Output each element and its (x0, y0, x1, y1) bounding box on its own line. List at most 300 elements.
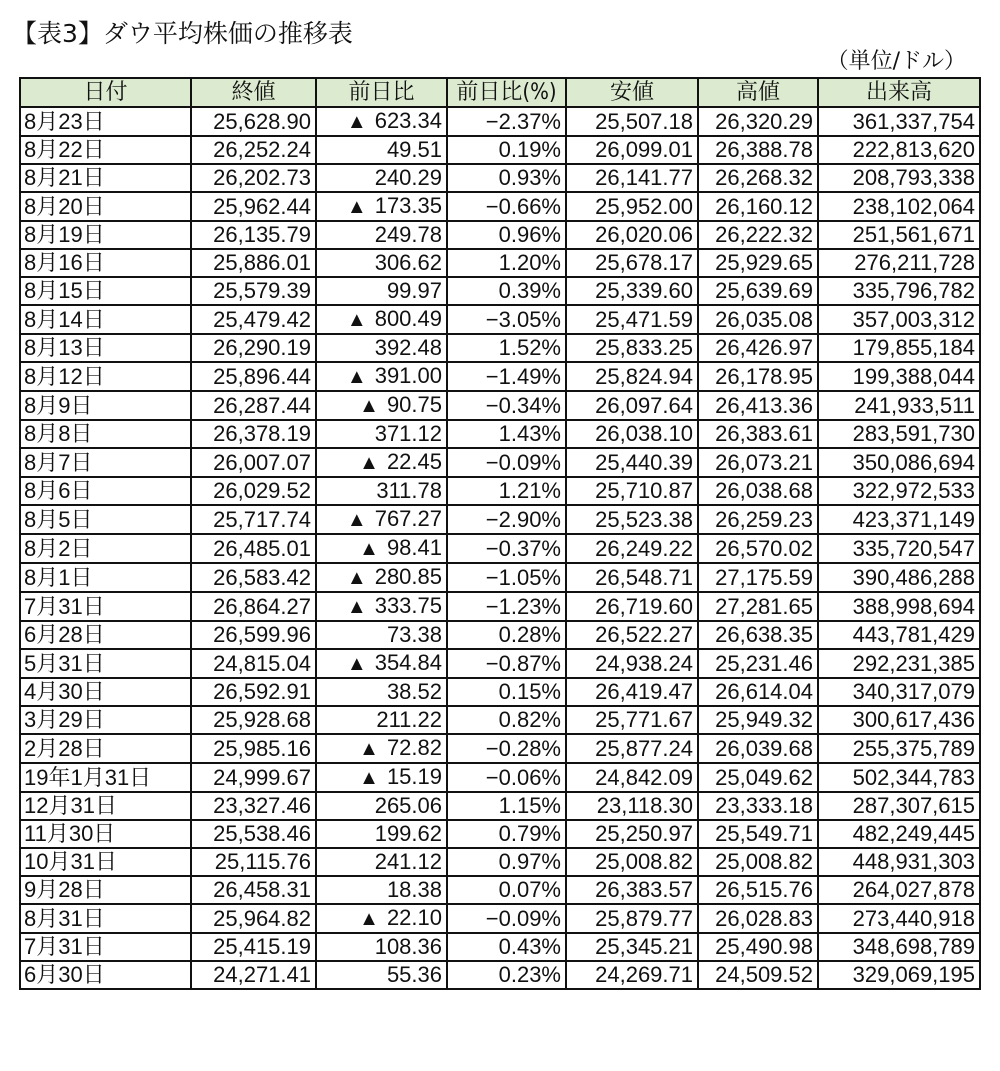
cell-high: 26,222.32 (698, 221, 818, 249)
cell-volume: 300,617,436 (818, 706, 980, 734)
cell-low: 25,440.39 (566, 448, 698, 477)
cell-low: 25,678.17 (566, 249, 698, 277)
cell-change-pct: −1.05% (447, 563, 566, 592)
cell-low: 26,097.64 (566, 391, 698, 420)
change-value: 280.85 (374, 564, 442, 589)
cell-volume: 348,698,789 (818, 933, 980, 961)
change-value: 173.35 (374, 193, 442, 218)
cell-high: 25,490.98 (698, 933, 818, 961)
change-value: 49.51 (386, 137, 442, 162)
cell-change-pct: 0.96% (447, 221, 566, 249)
cell-date: 8月8日 (20, 420, 191, 448)
cell-high: 26,614.04 (698, 678, 818, 706)
decline-triangle-icon: ▲ (359, 452, 379, 474)
decline-triangle-icon: ▲ (346, 509, 367, 531)
cell-change-pct: 1.52% (447, 334, 566, 362)
cell-change (316, 621, 447, 649)
cell-volume: 199,388,044 (818, 362, 980, 391)
cell-date: 8月22日 (20, 136, 191, 164)
cell-volume: 287,307,615 (818, 792, 980, 820)
cell-change-pct: −1.49% (447, 362, 566, 391)
cell-close: 24,999.67 (191, 763, 316, 792)
cell-change-pct: 0.43% (447, 933, 566, 961)
cell-change (316, 848, 447, 876)
cell-change (316, 192, 447, 221)
change-value: 265.06 (374, 793, 442, 818)
decline-triangle-icon: ▲ (346, 196, 367, 218)
cell-low: 25,339.60 (566, 277, 698, 305)
cell-high: 25,949.32 (698, 706, 818, 734)
cell-low: 25,824.94 (566, 362, 698, 391)
change-value: 55.36 (386, 962, 442, 987)
cell-date: 8月9日 (20, 391, 191, 420)
cell-date: 8月13日 (20, 334, 191, 362)
cell-change-pct: −0.28% (447, 734, 566, 763)
cell-close: 25,985.16 (191, 734, 316, 763)
cell-change-pct: 1.21% (447, 477, 566, 505)
cell-change (316, 334, 447, 362)
cell-high: 26,178.95 (698, 362, 818, 391)
cell-volume: 222,813,620 (818, 136, 980, 164)
cell-high: 25,231.46 (698, 649, 818, 678)
cell-date: 8月6日 (20, 477, 191, 505)
cell-volume: 238,102,064 (818, 192, 980, 221)
table-row (20, 563, 980, 592)
table-row (20, 848, 980, 876)
header-low: 安値 (566, 78, 698, 107)
change-value: 199.62 (374, 821, 442, 846)
change-value: 333.75 (374, 593, 442, 618)
change-value: 38.52 (386, 679, 442, 704)
cell-date: 5月31日 (20, 649, 191, 678)
cell-date: 7月31日 (20, 933, 191, 961)
cell-change-pct: 0.97% (447, 848, 566, 876)
cell-change (316, 563, 447, 592)
decline-triangle-icon: ▲ (359, 538, 379, 560)
table-row (20, 505, 980, 534)
table-title: 【表3】ダウ平均株価の推移表 (12, 19, 353, 48)
change-value: 72.82 (386, 735, 442, 760)
cell-change (316, 876, 447, 904)
change-value: 371.12 (374, 421, 442, 446)
cell-change (316, 792, 447, 820)
table-body (20, 107, 980, 989)
header-high: 高値 (698, 78, 818, 107)
cell-high: 25,639.69 (698, 277, 818, 305)
cell-change (316, 305, 447, 334)
cell-close: 26,290.19 (191, 334, 316, 362)
cell-low: 25,771.67 (566, 706, 698, 734)
cell-change-pct: 0.79% (447, 820, 566, 848)
cell-volume: 292,231,385 (818, 649, 980, 678)
cell-high: 26,259.23 (698, 505, 818, 534)
cell-close: 26,202.73 (191, 164, 316, 192)
cell-date: 19年1月31日 (20, 763, 191, 792)
cell-change (316, 164, 447, 192)
cell-volume: 276,211,728 (818, 249, 980, 277)
header-date: 日付 (20, 78, 191, 107)
change-value: 311.78 (376, 478, 442, 503)
cell-volume: 443,781,429 (818, 621, 980, 649)
decline-triangle-icon: ▲ (346, 366, 367, 388)
cell-change (316, 534, 447, 563)
cell-change (316, 136, 447, 164)
cell-date: 8月12日 (20, 362, 191, 391)
cell-close: 24,271.41 (191, 961, 316, 989)
cell-change (316, 763, 447, 792)
cell-change-pct: −0.09% (447, 448, 566, 477)
cell-change (316, 277, 447, 305)
table-row (20, 876, 980, 904)
cell-change-pct: −2.90% (447, 505, 566, 534)
decline-triangle-icon: ▲ (359, 738, 379, 760)
cell-high: 25,549.71 (698, 820, 818, 848)
cell-close: 26,583.42 (191, 563, 316, 592)
cell-date: 8月16日 (20, 249, 191, 277)
cell-change-pct: 0.93% (447, 164, 566, 192)
cell-date: 6月30日 (20, 961, 191, 989)
cell-high: 24,509.52 (698, 961, 818, 989)
cell-change (316, 904, 447, 933)
cell-low: 25,507.18 (566, 107, 698, 136)
cell-change-pct: 1.20% (447, 249, 566, 277)
cell-volume: 357,003,312 (818, 305, 980, 334)
cell-date: 12月31日 (20, 792, 191, 820)
cell-volume: 283,591,730 (818, 420, 980, 448)
table-row (20, 192, 980, 221)
cell-change (316, 477, 447, 505)
decline-triangle-icon: ▲ (346, 596, 367, 618)
cell-volume: 255,375,789 (818, 734, 980, 763)
table-row (20, 448, 980, 477)
cell-volume: 340,317,079 (818, 678, 980, 706)
cell-change (316, 448, 447, 477)
cell-close: 25,928.68 (191, 706, 316, 734)
change-value: 623.34 (374, 108, 442, 133)
cell-high: 26,383.61 (698, 420, 818, 448)
cell-volume: 251,561,671 (818, 221, 980, 249)
cell-volume: 361,337,754 (818, 107, 980, 136)
change-value: 211.22 (376, 707, 442, 732)
cell-change (316, 505, 447, 534)
change-value: 73.38 (386, 622, 442, 647)
cell-change-pct: 0.19% (447, 136, 566, 164)
table-row (20, 534, 980, 563)
cell-change-pct: 0.39% (447, 277, 566, 305)
change-value: 22.10 (386, 905, 442, 930)
change-value: 354.84 (374, 650, 442, 675)
cell-close: 23,327.46 (191, 792, 316, 820)
cell-high: 26,426.97 (698, 334, 818, 362)
cell-close: 25,538.46 (191, 820, 316, 848)
cell-change-pct: 1.15% (447, 792, 566, 820)
cell-date: 8月21日 (20, 164, 191, 192)
cell-change (316, 592, 447, 621)
cell-high: 26,388.78 (698, 136, 818, 164)
cell-change (316, 961, 447, 989)
cell-close: 26,592.91 (191, 678, 316, 706)
cell-low: 25,345.21 (566, 933, 698, 961)
table-row (20, 362, 980, 391)
change-value: 767.27 (374, 506, 442, 531)
cell-low: 24,269.71 (566, 961, 698, 989)
table-row (20, 107, 980, 136)
cell-change (316, 734, 447, 763)
header-change: 前日比 (316, 78, 447, 107)
table-row (20, 820, 980, 848)
cell-volume: 273,440,918 (818, 904, 980, 933)
cell-date: 11月30日 (20, 820, 191, 848)
table-row (20, 649, 980, 678)
table-row (20, 792, 980, 820)
table-row (20, 706, 980, 734)
cell-low: 26,020.06 (566, 221, 698, 249)
cell-close: 25,115.76 (191, 848, 316, 876)
cell-volume: 390,486,288 (818, 563, 980, 592)
cell-change (316, 649, 447, 678)
cell-low: 25,710.87 (566, 477, 698, 505)
table-row (20, 592, 980, 621)
cell-low: 23,118.30 (566, 792, 698, 820)
cell-high: 27,281.65 (698, 592, 818, 621)
cell-date: 8月23日 (20, 107, 191, 136)
cell-date: 9月28日 (20, 876, 191, 904)
table-row (20, 933, 980, 961)
cell-volume: 208,793,338 (818, 164, 980, 192)
cell-high: 27,175.59 (698, 563, 818, 592)
cell-close: 26,135.79 (191, 221, 316, 249)
header-row (20, 78, 980, 107)
cell-date: 10月31日 (20, 848, 191, 876)
table-row (20, 477, 980, 505)
cell-low: 25,952.00 (566, 192, 698, 221)
cell-change-pct: −3.05% (447, 305, 566, 334)
cell-change (316, 107, 447, 136)
cell-low: 24,842.09 (566, 763, 698, 792)
cell-volume: 329,069,195 (818, 961, 980, 989)
cell-date: 8月2日 (20, 534, 191, 563)
cell-date: 8月14日 (20, 305, 191, 334)
table-row (20, 734, 980, 763)
table-row (20, 136, 980, 164)
cell-volume: 350,086,694 (818, 448, 980, 477)
cell-close: 25,896.44 (191, 362, 316, 391)
cell-low: 25,877.24 (566, 734, 698, 763)
cell-volume: 335,720,547 (818, 534, 980, 563)
cell-change-pct: 0.07% (447, 876, 566, 904)
change-value: 391.00 (374, 363, 442, 388)
cell-high: 26,073.21 (698, 448, 818, 477)
cell-change (316, 249, 447, 277)
cell-high: 26,320.29 (698, 107, 818, 136)
cell-change-pct: −2.37% (447, 107, 566, 136)
change-value: 99.97 (386, 278, 442, 303)
cell-volume: 335,796,782 (818, 277, 980, 305)
decline-triangle-icon: ▲ (346, 111, 367, 133)
cell-volume: 482,249,445 (818, 820, 980, 848)
change-value: 240.29 (374, 165, 442, 190)
cell-low: 25,523.38 (566, 505, 698, 534)
table-row (20, 621, 980, 649)
cell-change-pct: −1.23% (447, 592, 566, 621)
cell-change-pct: −0.34% (447, 391, 566, 420)
cell-change-pct: 0.15% (447, 678, 566, 706)
cell-change-pct: 0.28% (447, 621, 566, 649)
table-row (20, 420, 980, 448)
cell-close: 25,964.82 (191, 904, 316, 933)
cell-low: 26,548.71 (566, 563, 698, 592)
cell-close: 26,007.07 (191, 448, 316, 477)
cell-date: 8月7日 (20, 448, 191, 477)
cell-low: 26,719.60 (566, 592, 698, 621)
cell-date: 8月31日 (20, 904, 191, 933)
cell-low: 26,141.77 (566, 164, 698, 192)
change-value: 241.12 (374, 849, 442, 874)
cell-change-pct: −0.06% (447, 763, 566, 792)
cell-high: 25,049.62 (698, 763, 818, 792)
cell-close: 26,029.52 (191, 477, 316, 505)
cell-low: 25,250.97 (566, 820, 698, 848)
cell-change (316, 221, 447, 249)
cell-change-pct: −0.37% (447, 534, 566, 563)
cell-change-pct: −0.87% (447, 649, 566, 678)
cell-close: 26,252.24 (191, 136, 316, 164)
cell-date: 6月28日 (20, 621, 191, 649)
cell-high: 26,039.68 (698, 734, 818, 763)
change-value: 90.75 (386, 392, 442, 417)
table-row (20, 305, 980, 334)
cell-close: 25,886.01 (191, 249, 316, 277)
cell-low: 26,383.57 (566, 876, 698, 904)
cell-high: 26,268.32 (698, 164, 818, 192)
table-row (20, 164, 980, 192)
cell-volume: 264,027,878 (818, 876, 980, 904)
cell-change-pct: −0.66% (447, 192, 566, 221)
cell-close: 25,628.90 (191, 107, 316, 136)
cell-low: 25,471.59 (566, 305, 698, 334)
table-row (20, 249, 980, 277)
change-value: 800.49 (374, 306, 442, 331)
cell-low: 25,008.82 (566, 848, 698, 876)
cell-high: 26,638.35 (698, 621, 818, 649)
cell-high: 26,413.36 (698, 391, 818, 420)
header-change-pct: 前日比(%) (447, 78, 566, 107)
cell-change (316, 820, 447, 848)
table-row (20, 678, 980, 706)
change-value: 108.36 (374, 934, 442, 959)
change-value: 392.48 (374, 335, 442, 360)
cell-change-pct: 0.82% (447, 706, 566, 734)
cell-close: 25,717.74 (191, 505, 316, 534)
cell-high: 26,035.08 (698, 305, 818, 334)
cell-volume: 388,998,694 (818, 592, 980, 621)
cell-low: 26,249.22 (566, 534, 698, 563)
cell-low: 25,833.25 (566, 334, 698, 362)
unit-note: （単位/ドル） (826, 49, 966, 74)
cell-change (316, 678, 447, 706)
cell-date: 8月1日 (20, 563, 191, 592)
header-close: 終値 (191, 78, 316, 107)
cell-close: 26,378.19 (191, 420, 316, 448)
cell-date: 8月20日 (20, 192, 191, 221)
cell-volume: 322,972,533 (818, 477, 980, 505)
cell-low: 24,938.24 (566, 649, 698, 678)
cell-change-pct: 1.43% (447, 420, 566, 448)
cell-close: 26,485.01 (191, 534, 316, 563)
table-row (20, 961, 980, 989)
cell-date: 8月5日 (20, 505, 191, 534)
cell-change (316, 706, 447, 734)
cell-high: 25,008.82 (698, 848, 818, 876)
header-volume: 出来高 (818, 78, 980, 107)
cell-high: 23,333.18 (698, 792, 818, 820)
cell-volume: 448,931,303 (818, 848, 980, 876)
change-value: 15.19 (386, 764, 442, 789)
table-row (20, 334, 980, 362)
cell-volume: 423,371,149 (818, 505, 980, 534)
table-row (20, 391, 980, 420)
cell-low: 25,879.77 (566, 904, 698, 933)
cell-volume: 241,933,511 (818, 391, 980, 420)
cell-high: 26,515.76 (698, 876, 818, 904)
decline-triangle-icon: ▲ (346, 653, 367, 675)
dow-average-table (19, 77, 981, 990)
decline-triangle-icon: ▲ (359, 767, 379, 789)
change-value: 249.78 (374, 222, 442, 247)
table-row (20, 221, 980, 249)
decline-triangle-icon: ▲ (359, 395, 379, 417)
cell-close: 26,599.96 (191, 621, 316, 649)
cell-close: 25,479.42 (191, 305, 316, 334)
cell-volume: 179,855,184 (818, 334, 980, 362)
table-row (20, 904, 980, 933)
cell-low: 26,419.47 (566, 678, 698, 706)
cell-high: 26,160.12 (698, 192, 818, 221)
cell-close: 26,287.44 (191, 391, 316, 420)
cell-high: 26,570.02 (698, 534, 818, 563)
cell-date: 8月19日 (20, 221, 191, 249)
table-row (20, 763, 980, 792)
cell-close: 25,579.39 (191, 277, 316, 305)
cell-low: 26,522.27 (566, 621, 698, 649)
decline-triangle-icon: ▲ (346, 309, 367, 331)
cell-date: 2月28日 (20, 734, 191, 763)
cell-close: 25,415.19 (191, 933, 316, 961)
cell-high: 26,038.68 (698, 477, 818, 505)
cell-date: 7月31日 (20, 592, 191, 621)
cell-change (316, 391, 447, 420)
cell-low: 26,038.10 (566, 420, 698, 448)
cell-high: 26,028.83 (698, 904, 818, 933)
decline-triangle-icon: ▲ (359, 908, 379, 930)
cell-low: 26,099.01 (566, 136, 698, 164)
table-row (20, 277, 980, 305)
cell-change (316, 362, 447, 391)
cell-close: 26,458.31 (191, 876, 316, 904)
cell-high: 25,929.65 (698, 249, 818, 277)
cell-change-pct: −0.09% (447, 904, 566, 933)
cell-change-pct: 0.23% (447, 961, 566, 989)
cell-date: 4月30日 (20, 678, 191, 706)
cell-close: 26,864.27 (191, 592, 316, 621)
cell-change (316, 420, 447, 448)
cell-change (316, 933, 447, 961)
cell-close: 25,962.44 (191, 192, 316, 221)
cell-date: 3月29日 (20, 706, 191, 734)
change-value: 98.41 (386, 535, 442, 560)
change-value: 306.62 (374, 250, 442, 275)
cell-volume: 502,344,783 (818, 763, 980, 792)
